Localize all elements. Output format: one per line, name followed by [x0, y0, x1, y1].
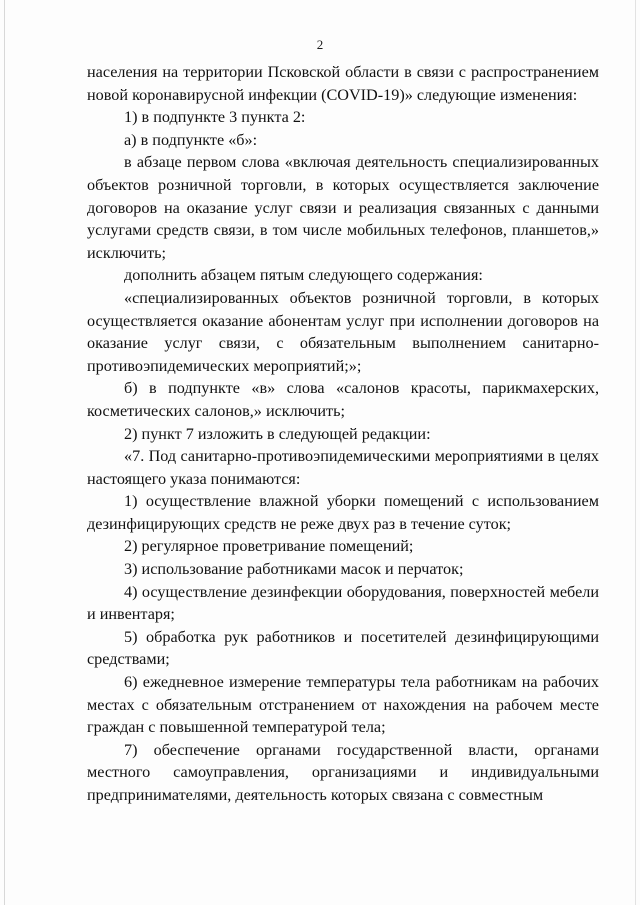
paragraph-measure-4: 4) осуществление дезинфекции оборудования, поверхностей мебели и инвентаря;: [87, 582, 599, 624]
paragraph-quoted-addition: «специализированных объектов розничной торговли, в которых осуществляется оказание абонентам услуг при исполнении договоров на оказание услуг связи, с обязательным выполнением санитарно-противоэпидемических мероприятий;»;: [87, 288, 599, 375]
paragraph-item-2: 2) пункт 7 изложить в следующей редакции:: [124, 424, 431, 443]
paragraph-measure-3: 3) использование работниками масок и перчаток;: [124, 560, 464, 579]
paragraph-measure-6: 6) ежедневное измерение температуры тела работникам на рабочих местах с обязательным отстранением от нахождения на рабочем месте граждан с повышенной температурой тела;: [87, 673, 599, 737]
paragraph-item-1: 1) в подпункте 3 пункта 2:: [124, 108, 306, 127]
paragraph-intro-continuation: населения на территории Псковской области в связи с распространением новой коронавирусной инфекции (COVID-19)» следующие изменения:: [87, 63, 599, 104]
paragraph-add-fifth-abzac: дополнить абзацем пятым следующего содержания:: [124, 266, 483, 285]
paragraph-measure-2: 2) регулярное проветривание помещений;: [124, 537, 414, 556]
scan-edge-left: [4, 0, 5, 905]
paragraph-first-abzac: в абзаце первом слова «включая деятельность специализированных объектов розничной торговли, в которых осуществляется заключение договоров на оказание услуг связи и реализация связанных с данными услугами средств связи, в том числе мобильных телефонов, планшетов,» исключить;: [87, 153, 599, 262]
paragraph-measure-1: 1) осуществление влажной уборки помещений с использованием дезинфицирующих средств не реже двух раз в течение суток;: [87, 492, 599, 533]
page-number: 2: [316, 37, 324, 52]
scan-edge-right: [635, 0, 636, 905]
paragraph-measure-5: 5) обработка рук работников и посетителей дезинфицирующими средствами;: [87, 627, 599, 669]
paragraph-measure-7: 7) обеспечение органами государственной власти, органами местного самоуправления, организациями и индивидуальными предпринимателями, деятельность которых связана с совместным: [87, 740, 599, 804]
paragraph-subitem-a: а) в подпункте «б»:: [124, 130, 258, 149]
paragraph-point-7: «7. Под санитарно-противоэпидемическими мероприятиями в целях настоящего указа понимаются:: [87, 447, 599, 488]
paragraph-subitem-b: б) в подпункте «в» слова «салонов красоты, парикмахерских, косметических салонов,» исключить;: [87, 379, 599, 420]
document-body: [87, 61, 599, 807]
